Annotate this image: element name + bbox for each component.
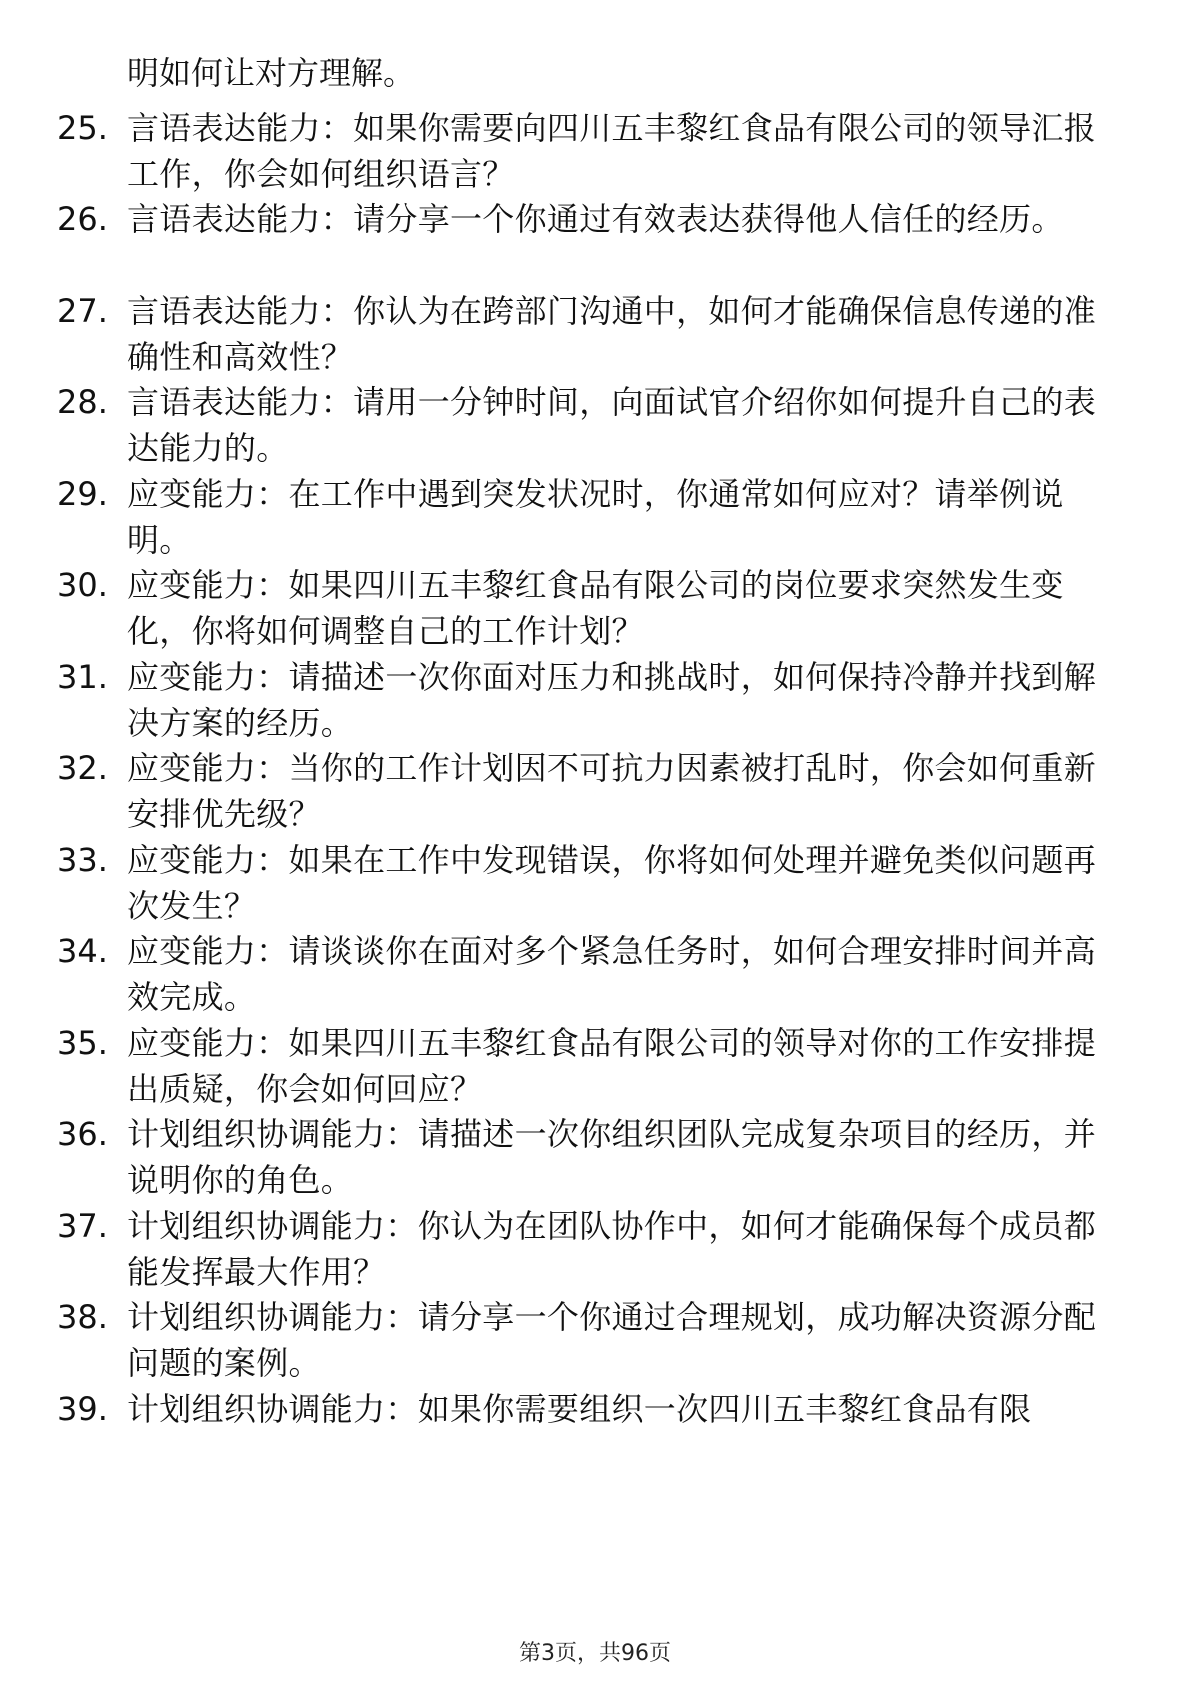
- question-text: 应变能力：如果四川五丰黎红食品有限公司的岗位要求突然发生变化，你将如何调整自己的工作计划？: [127, 566, 1064, 650]
- question-text: 应变能力：请谈谈你在面对多个紧急任务时，如何合理安排时间并高效完成。: [127, 932, 1097, 1016]
- question-text: 言语表达能力：你认为在跨部门沟通中，如何才能确保信息传递的准确性和高效性？: [127, 292, 1097, 376]
- question-text: 计划组织协调能力：请分享一个你通过合理规划，成功解决资源分配问题的案例。: [127, 1298, 1097, 1382]
- question-number: 38.: [57, 1298, 108, 1336]
- question-number: 30.: [57, 566, 108, 604]
- page-footer: 第3页，共96页: [519, 1641, 671, 1666]
- question-text: 应变能力：如果在工作中发现错误，你将如何处理并避免类似问题再次发生？: [127, 841, 1097, 925]
- question-text: 应变能力：请描述一次你面对压力和挑战时，如何保持冷静并找到解决方案的经历。: [127, 658, 1097, 742]
- question-number: 39.: [57, 1390, 108, 1428]
- question-text: 应变能力：在工作中遇到突发状况时，你通常如何应对？请举例说明。: [127, 475, 1064, 559]
- question-number: 26.: [57, 200, 108, 238]
- question-number: 27.: [57, 292, 108, 330]
- question-number: 35.: [57, 1024, 108, 1062]
- question-number: 37.: [57, 1207, 108, 1245]
- question-number: 33.: [57, 841, 108, 879]
- question-text: 应变能力：如果四川五丰黎红食品有限公司的领导对你的工作安排提出质疑，你会如何回应？: [127, 1024, 1097, 1108]
- question-text: 言语表达能力：如果你需要向四川五丰黎红食品有限公司的领导汇报工作，你会如何组织语言？: [127, 109, 1097, 193]
- question-number: 28.: [57, 383, 108, 421]
- question-text: 言语表达能力：请用一分钟时间，向面试官介绍你如何提升自己的表达能力的。: [127, 383, 1097, 467]
- question-number: 25.: [57, 109, 108, 147]
- question-text: 计划组织协调能力：请描述一次你组织团队完成复杂项目的经历，并说明你的角色。: [127, 1115, 1097, 1199]
- question-text: 计划组织协调能力：你认为在团队协作中，如何才能确保每个成员都能发挥最大作用？: [127, 1207, 1097, 1291]
- question-number: 29.: [57, 475, 108, 513]
- question-number: 36.: [57, 1115, 108, 1153]
- question-number: 31.: [57, 658, 108, 696]
- question-number: 32.: [57, 749, 108, 787]
- continued-text: 明如何让对方理解。: [127, 54, 416, 92]
- question-number: 34.: [57, 932, 108, 970]
- question-text: 计划组织协调能力：如果你需要组织一次四川五丰黎红食品有限: [127, 1390, 1032, 1428]
- question-text: 应变能力：当你的工作计划因不可抗力因素被打乱时，你会如何重新安排优先级？: [127, 749, 1097, 833]
- question-text: 言语表达能力：请分享一个你通过有效表达获得他人信任的经历。: [127, 200, 1064, 238]
